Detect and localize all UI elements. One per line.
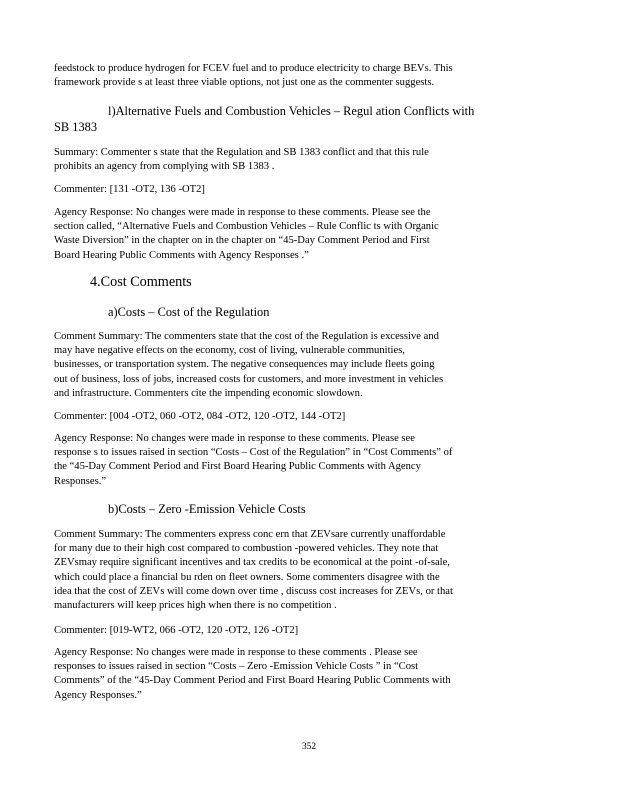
text-line: responses to issues raised in section “Costs – Zero -Emission Vehicle Costs ” in “Cost [54, 661, 419, 673]
text-line: Board Hearing Public Comments with Agency Responses .” [54, 249, 309, 261]
text-line: ZEVsmay require significant incentives and tax credits to be economical at the point -of-sale, [54, 557, 450, 569]
text-line: may have negative effects on the economy, cost of living, vulnerable communities, [54, 345, 405, 357]
text-line: feedstock to produce hydrogen for FCEV fuel and to produce electricity to charge BEVs. This [54, 63, 453, 74]
section-heading-cost-comments: 4.Cost Comments [90, 274, 192, 290]
agency-response-paragraph [54, 432, 559, 489]
section-heading-l1: l)Alternative Fuels and Combustion Vehicles – Regul ation Conflicts with [108, 104, 475, 118]
text-line: Responses.” [54, 475, 107, 487]
commenter-line: Commenter: [019-WT2, 066 -OT2, 120 -OT2, 126 -OT2] [54, 625, 299, 636]
text-line: Agency Response: No changes were made in response to these comments . Please see [54, 647, 418, 658]
text-line: section called, “Alternative Fuels and Combustion Vehicles – Rule Conflic ts with Organic [54, 221, 439, 233]
text-line: and infrastructure. Commenters cite the impending economic slowdown. [54, 387, 363, 399]
text-line: businesses, or transportation system. The negative consequences may include fleets going [54, 359, 435, 371]
section-heading-zev-costs: b)Costs – Zero -Emission Vehicle Costs [108, 502, 306, 516]
intro-paragraph [54, 62, 559, 90]
text-line: Waste Diversion” in the chapter on in the chapter on “45-Day Comment Period and First [54, 235, 430, 247]
text-line: Agency Response: No changes were made in response to these comments. Please see the [54, 207, 431, 218]
text-line: prohibits an agency from complying with SB 1383 . [54, 161, 275, 173]
section-heading-costs-regulation: a)Costs – Cost of the Regulation [108, 305, 270, 319]
text-line: the “45-Day Comment Period and First Board Hearing Public Comments with Agency [54, 461, 421, 473]
text-line: for many due to their high cost compared to combustion -powered vehicles. They note that [54, 543, 439, 555]
agency-response-paragraph [54, 646, 559, 703]
summary-paragraph [54, 146, 559, 174]
summary-paragraph [54, 330, 559, 401]
text-line: Comment Summary: The commenters express conc ern that ZEVsare currently unaffordable [54, 529, 446, 540]
summary-paragraph [54, 528, 559, 613]
page-number: 352 [301, 742, 317, 752]
text-line: Comment Summary: The commenters state that the cost of the Regulation is excessive and [54, 331, 439, 342]
text-line: framework provide s at least three viable options, not just one as the commenter suggests. [54, 77, 435, 89]
text-line: Summary: Commenter s state that the Regulation and SB 1383 conflict and that this rule [54, 147, 429, 158]
text-line: out of business, loss of jobs, increased costs for customers, and more investment in vehicles [54, 373, 444, 385]
text-line: Agency Responses.” [54, 689, 142, 701]
text-line: manufacturers will keep prices high when there is no competition . [54, 600, 337, 612]
commenter-line: Commenter: [004 -OT2, 060 -OT2, 084 -OT2, 120 -OT2, 144 -OT2] [54, 411, 346, 422]
text-line: response s to issues raised in section “Costs – Cost of the Regulation” in “Cost Comments” of [54, 447, 453, 459]
agency-response-paragraph [54, 206, 559, 263]
text-line: idea that the cost of ZEVs will come down over time , discuss cost increases for ZEVs, or that [54, 585, 453, 597]
commenter-line: Commenter: [131 -OT2, 136 -OT2] [54, 184, 205, 195]
text-line: Agency Response: No changes were made in response to these comments. Please see [54, 433, 415, 444]
text-line: Comments” of the “45-Day Comment Period and First Board Hearing Public Comments with [54, 675, 451, 687]
section-heading-l2: SB 1383 [54, 120, 98, 134]
text-line: which could place a financial bu rden on fleet owners. Some commenters disagree with the [54, 571, 440, 583]
